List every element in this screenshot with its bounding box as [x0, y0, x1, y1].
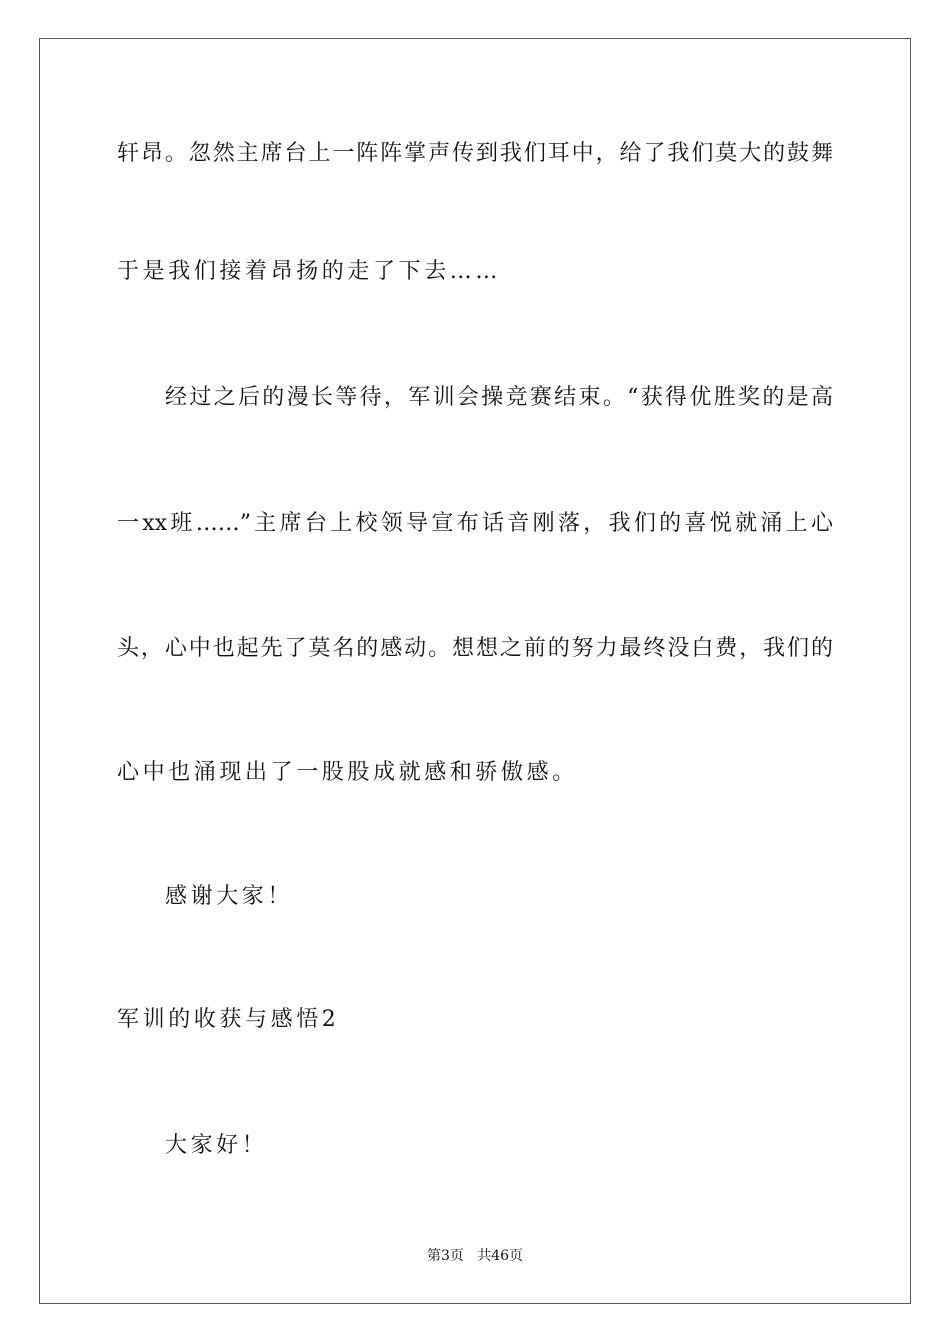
text-line: 心中也涌现出了一股股成就感和骄傲感。 — [117, 760, 578, 785]
text-line: 经过之后的漫长等待，军训会操竞赛结束。“获得优胜奖的是高 — [165, 385, 833, 410]
section-heading: 军训的收获与感悟2 — [117, 1007, 340, 1032]
page-border — [39, 38, 911, 1304]
text-line: 轩昂。忽然主席台上一阵阵掌声传到我们耳中，给了我们莫大的鼓舞 — [117, 141, 833, 166]
text-line: 大家好！ — [165, 1133, 268, 1158]
page-number-footer: 第3页 共46页 — [426, 1248, 524, 1264]
text-line: 感谢大家！ — [165, 884, 294, 909]
text-line: 一xx班……”主席台上校领导宣布话音刚落，我们的喜悦就涌上心 — [117, 511, 833, 536]
text-line: 于是我们接着昂扬的走了下去…… — [117, 259, 502, 284]
text-line: 头，心中也起先了莫名的感动。想想之前的努力最终没白费，我们的 — [117, 636, 833, 661]
